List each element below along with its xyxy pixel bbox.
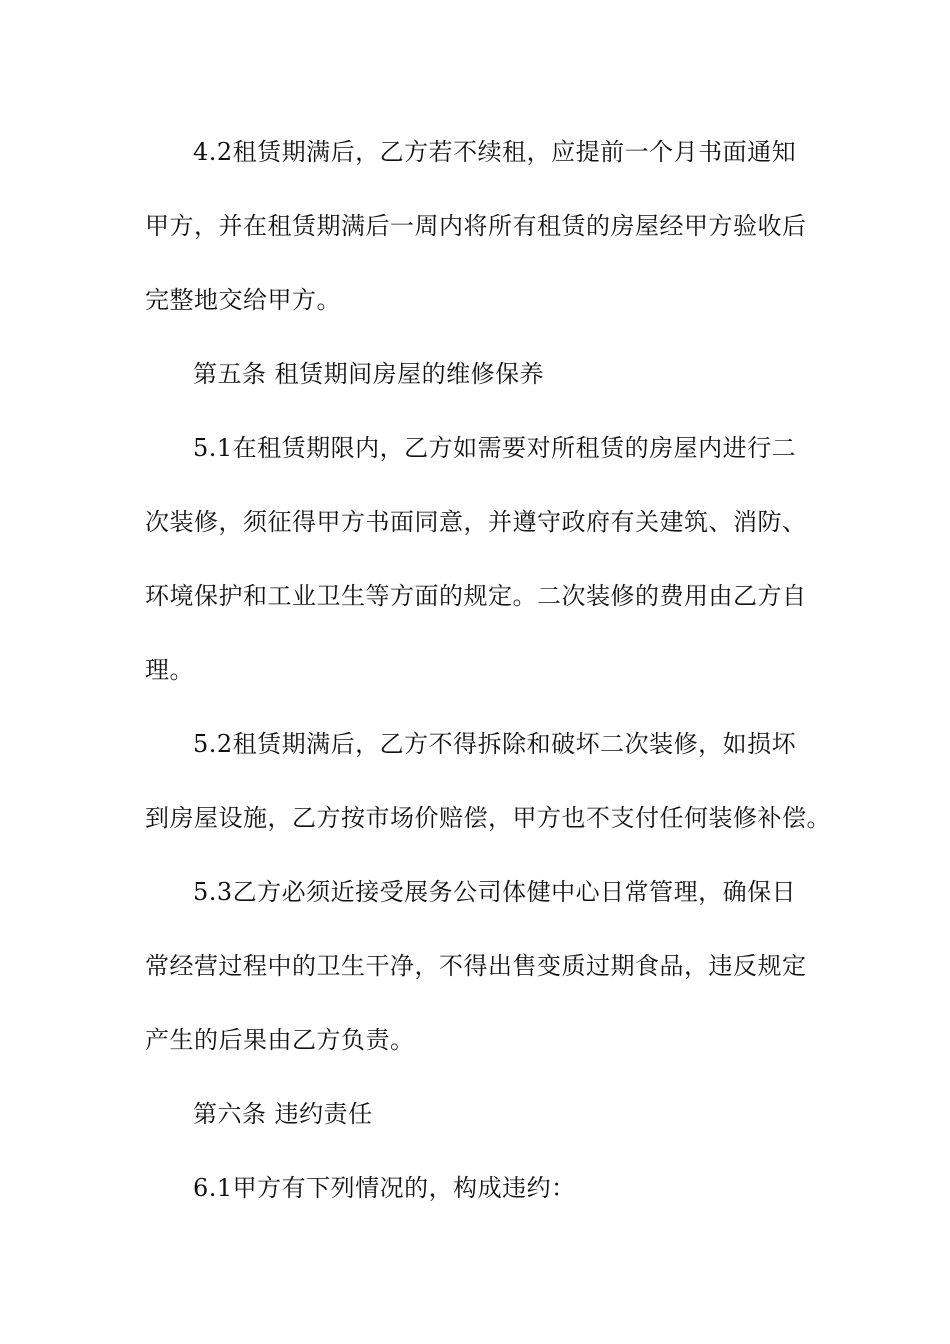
paragraph-4-2-line-3: 完整地交给甲方。 bbox=[145, 286, 341, 314]
paragraph-5-3-line-1: 5.3乙方必须近接受展务公司体健中心日常管理，确保日 bbox=[193, 878, 797, 906]
article-5-heading: 第五条 租赁期间房屋的维修保养 bbox=[193, 360, 545, 388]
paragraph-5-3-line-2: 常经营过程中的卫生干净，不得出售变质过期食品，违反规定 bbox=[145, 952, 807, 980]
paragraph-5-1-line-1: 5.1在租赁期限内，乙方如需要对所租赁的房屋内进行二 bbox=[193, 434, 797, 462]
paragraph-5-1-line-2: 次装修，须征得甲方书面同意，并遵守政府有关建筑、消防、 bbox=[145, 508, 807, 536]
paragraph-5-1-line-4: 理。 bbox=[145, 656, 194, 684]
paragraph-5-1-line-3: 环境保护和工业卫生等方面的规定。二次装修的费用由乙方自 bbox=[145, 582, 807, 610]
paragraph-4-2-line-1: 4.2租赁期满后，乙方若不续租，应提前一个月书面通知 bbox=[193, 138, 797, 166]
paragraph-5-2-line-2: 到房屋设施，乙方按市场价赔偿，甲方也不支付任何装修补偿。 bbox=[145, 804, 831, 832]
article-6-heading: 第六条 违约责任 bbox=[193, 1100, 373, 1128]
paragraph-6-1-line-1: 6.1甲方有下列情况的，构成违约： bbox=[193, 1174, 576, 1202]
paragraph-4-2-line-2: 甲方，并在租赁期满后一周内将所有租赁的房屋经甲方验收后 bbox=[145, 212, 807, 240]
paragraph-5-3-line-3: 产生的后果由乙方负责。 bbox=[145, 1026, 415, 1054]
paragraph-5-2-line-1: 5.2租赁期满后，乙方不得拆除和破坏二次装修，如损坏 bbox=[193, 730, 797, 758]
